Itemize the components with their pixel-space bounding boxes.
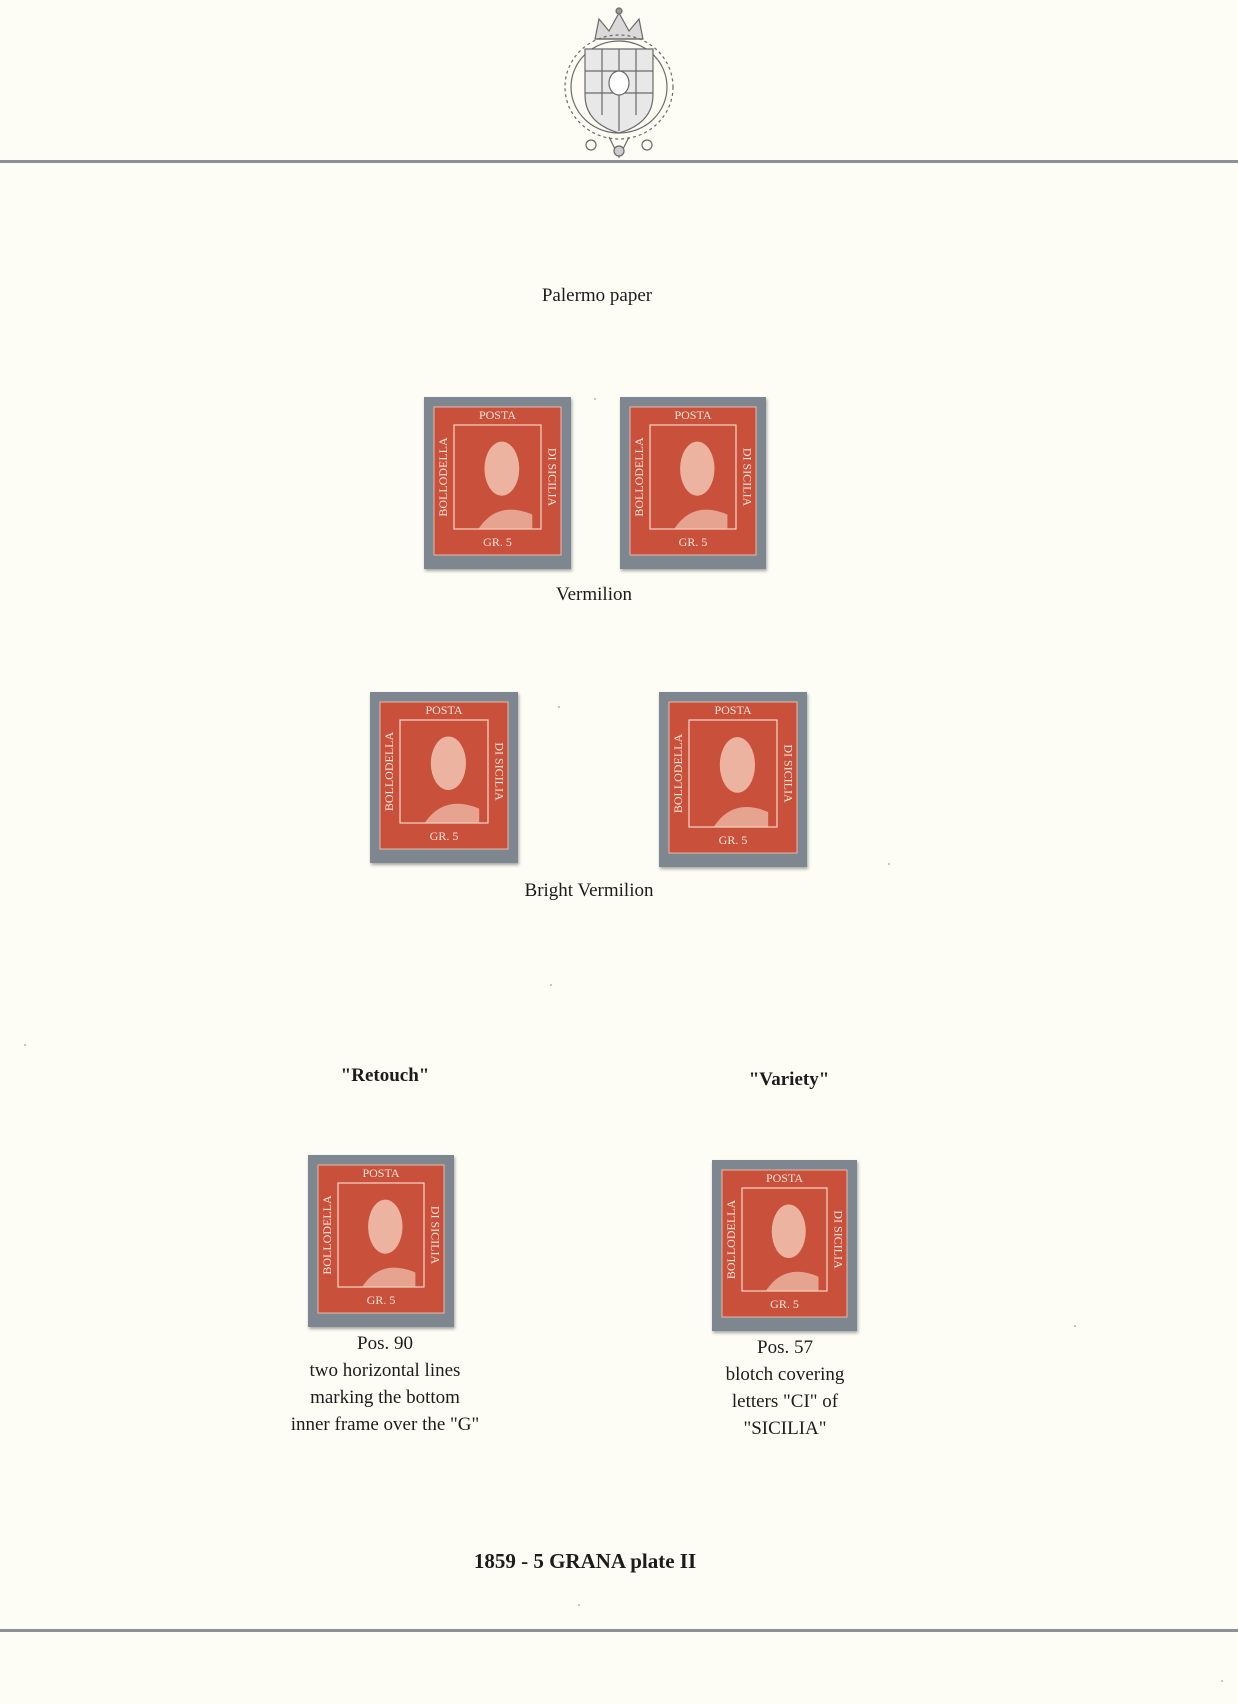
- description-line: marking the bottom: [310, 1387, 460, 1408]
- stamp-mount: [712, 1160, 857, 1331]
- description-line: two horizontal lines: [309, 1360, 461, 1381]
- stamp-5-grana: [659, 692, 807, 867]
- description-line: Pos. 90: [357, 1333, 413, 1354]
- stamp-text-left: BOLLODELLA: [723, 1199, 738, 1280]
- stamp-text-top: POSTA: [362, 1165, 400, 1180]
- bottom-divider: [0, 1629, 1238, 1632]
- stamp-text-left: BOLLODELLA: [381, 731, 396, 812]
- variety-heading: "Variety": [748, 1069, 830, 1090]
- stamp-text-bottom: GR. 5: [429, 828, 459, 843]
- stamp-5-grana: [620, 397, 766, 569]
- description-line: blotch covering: [725, 1364, 845, 1385]
- stamp-5-grana-retouch: [308, 1155, 454, 1327]
- stamp-text-right: DI SICILIA: [740, 447, 755, 507]
- top-divider: [0, 160, 1238, 163]
- stamp-5-grana-variety: [712, 1160, 857, 1331]
- stamp-mount: [308, 1155, 454, 1327]
- stamp-text-top: POSTA: [478, 407, 517, 422]
- stamp-text-top: POSTA: [714, 702, 752, 717]
- stamp-text-right: DI SICILIA: [545, 447, 560, 507]
- stamp-5-grana: [370, 692, 518, 863]
- stamp-text-top: POSTA: [765, 1170, 804, 1185]
- stamp-text-top: POSTA: [425, 702, 463, 717]
- stamp-text-left: BOLLODELLA: [319, 1195, 334, 1275]
- stamp-text-left: BOLLODELLA: [631, 437, 646, 517]
- stamp-text-left: BOLLODELLA: [670, 733, 685, 814]
- description-line: "SICILIA": [743, 1418, 827, 1439]
- stamp-text-right: DI SICILIA: [428, 1205, 443, 1265]
- variety-description: [670, 1334, 900, 1442]
- stamp-text-top: POSTA: [674, 407, 712, 422]
- stamp-text-bottom: GR. 5: [770, 1296, 799, 1311]
- stamp-mount: [370, 692, 518, 863]
- variety-heading: "Retouch": [340, 1065, 430, 1086]
- stamp-mount: [659, 692, 807, 867]
- stamp-text-bottom: GR. 5: [678, 534, 708, 549]
- stamp-text-right: DI SICILIA: [492, 742, 507, 801]
- stamp-text-left: BOLLODELLA: [435, 437, 450, 517]
- page-footer-title: 1859 - 5 GRANA plate II: [473, 1549, 697, 1573]
- stamp-text-bottom: GR. 5: [483, 534, 512, 549]
- section-title: Palermo paper: [541, 285, 653, 306]
- royal-coat-of-arms-icon: [551, 5, 687, 161]
- stamp-text-right: DI SICILIA: [831, 1210, 846, 1269]
- stamp-text-bottom: GR. 5: [366, 1292, 396, 1307]
- stamp-text-bottom: GR. 5: [718, 832, 748, 847]
- stamp-text-right: DI SICILIA: [781, 744, 796, 803]
- group-caption: Bright Vermilion: [524, 880, 654, 901]
- variety-description: [255, 1330, 515, 1438]
- description-line: Pos. 57: [757, 1337, 813, 1358]
- stamp-mount: [620, 397, 766, 569]
- group-caption: Vermilion: [556, 584, 632, 605]
- description-line: inner frame over the "G": [290, 1414, 480, 1435]
- stamp-5-grana: [424, 397, 571, 569]
- stamp-mount: [424, 397, 571, 569]
- description-line: letters "CI" of: [731, 1391, 839, 1412]
